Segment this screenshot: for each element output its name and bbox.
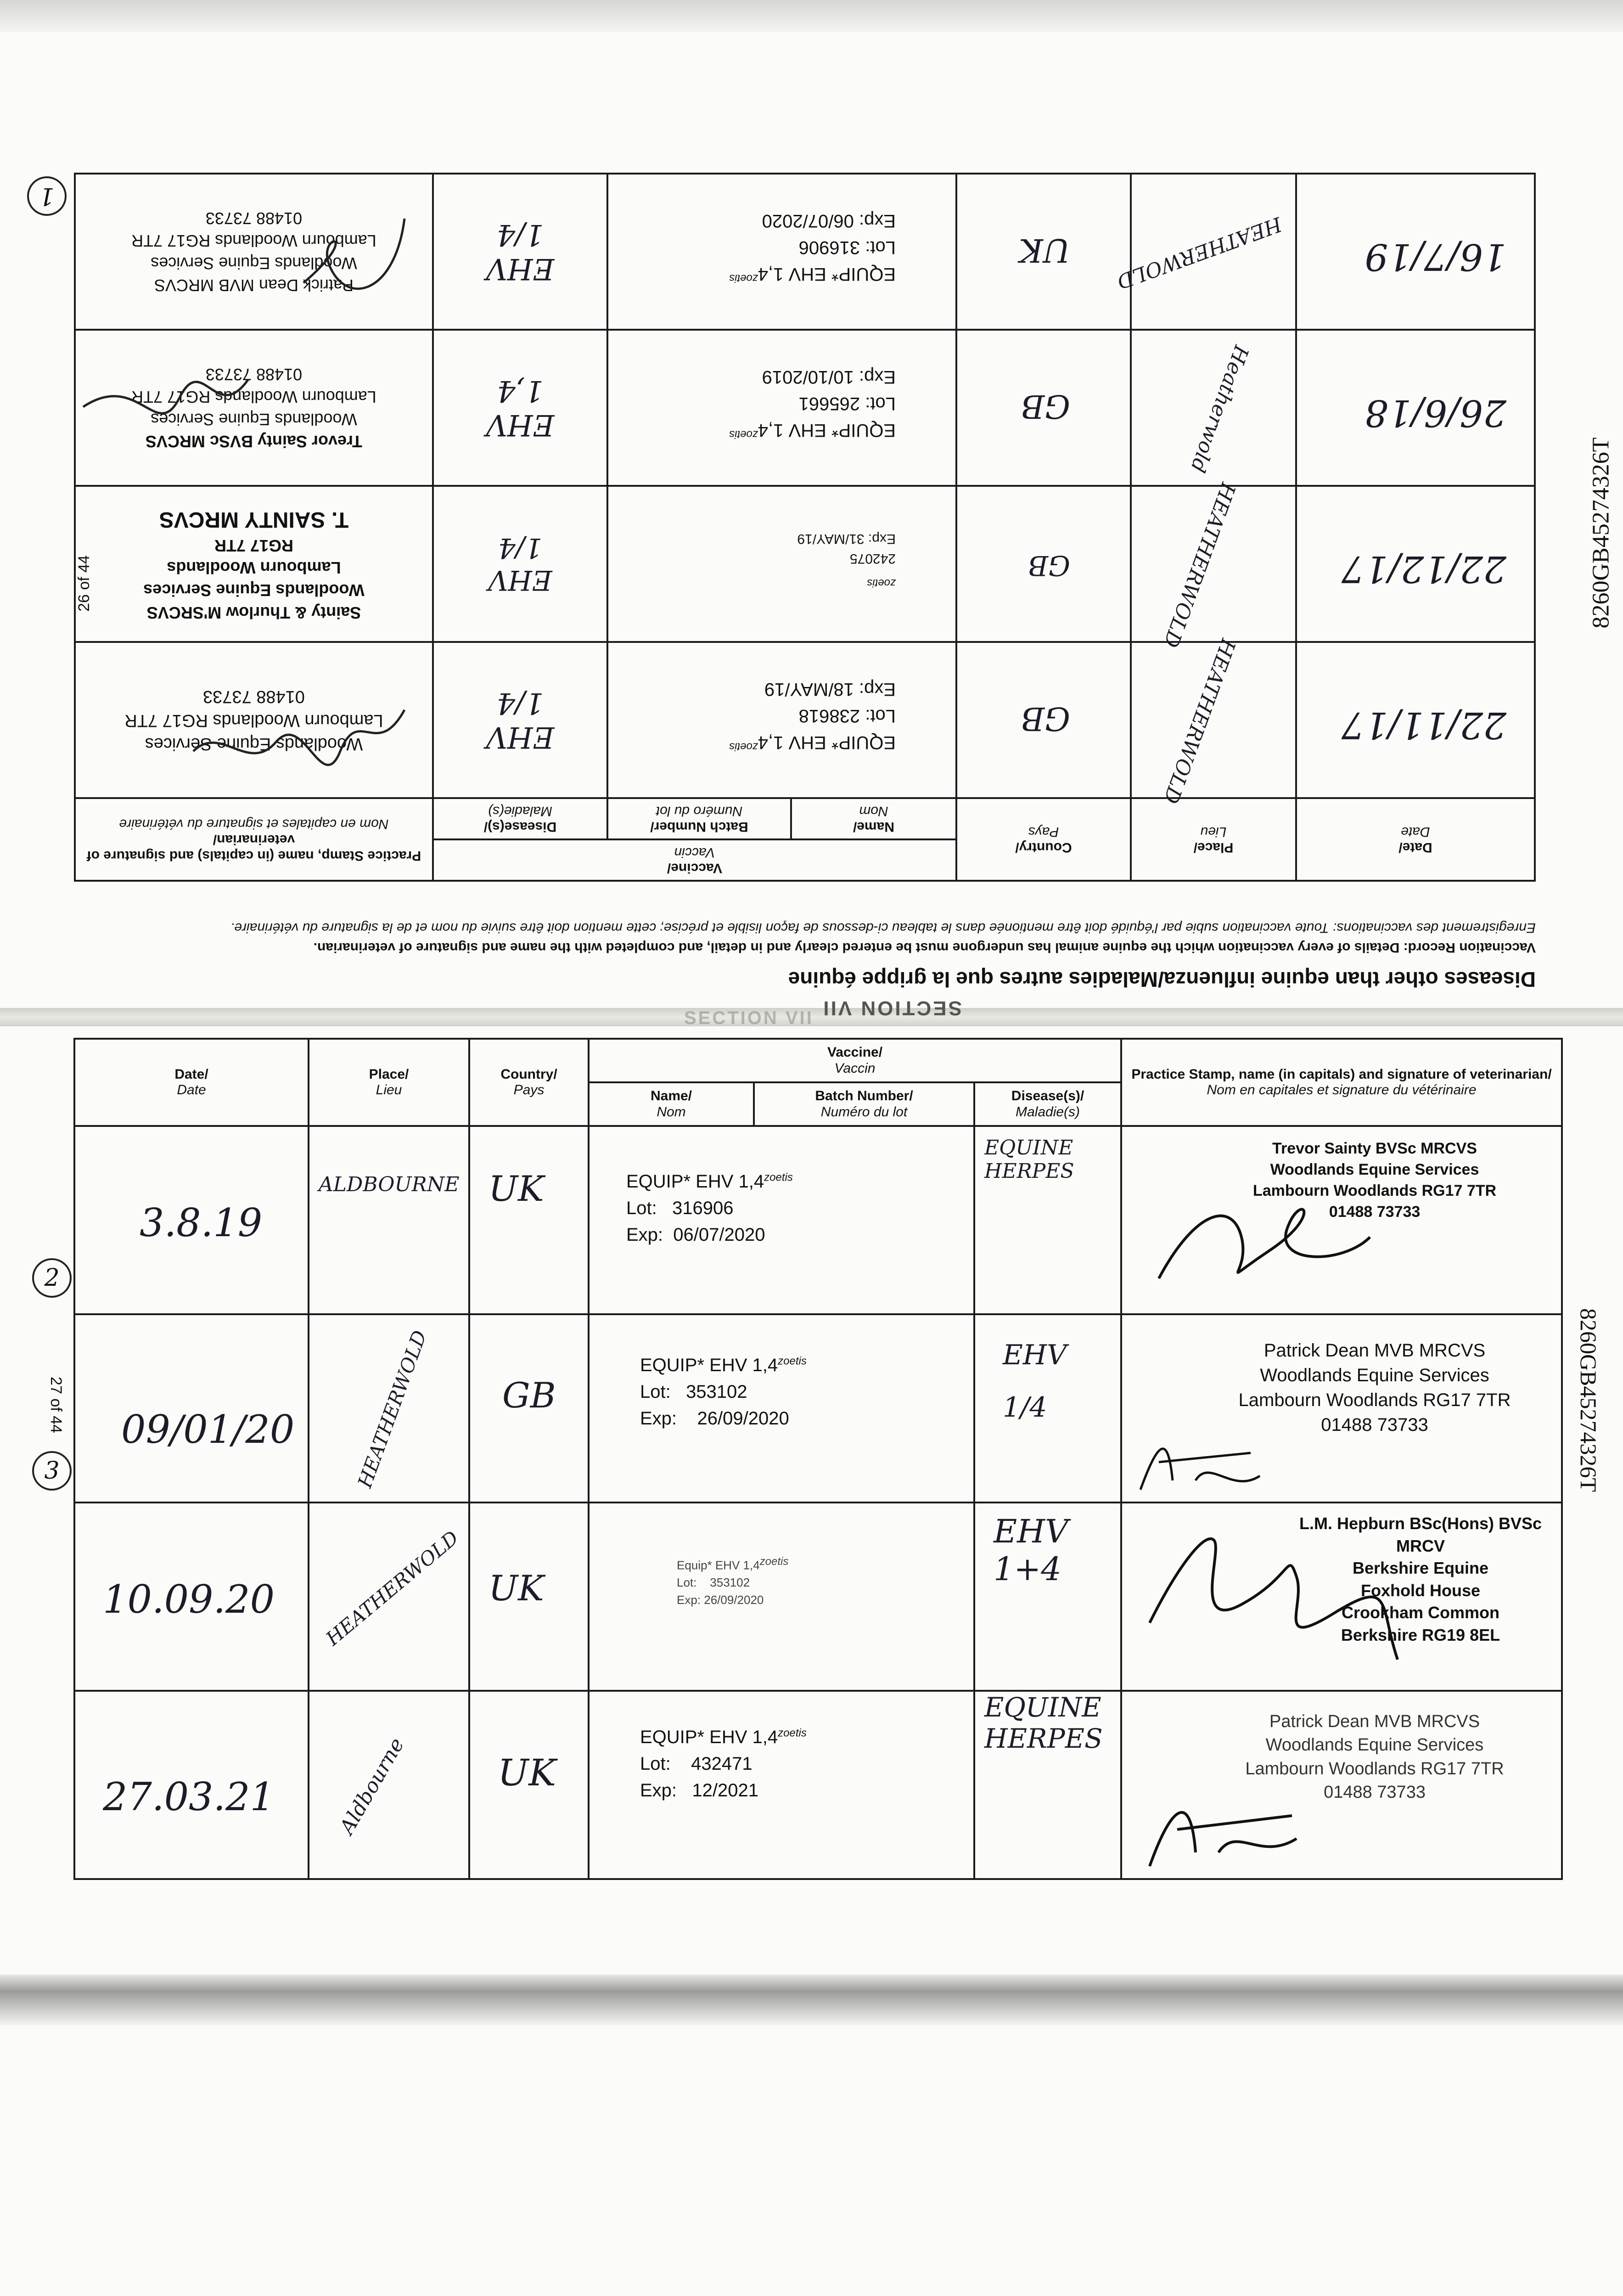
cell-disease: EHV 1/4: [974, 1314, 1121, 1503]
cell-disease: EHV 1,4: [433, 330, 607, 486]
cell-country: UK: [469, 1503, 589, 1691]
cell-place: Heatherwold: [1131, 330, 1296, 486]
page-number: 26 of 44: [75, 555, 93, 612]
header-date: Date/ Date: [74, 1039, 309, 1126]
cell-stamp: Sainty & Thurlow M'SRCVS Woodlands Equine Services Lambourn Woodlands RG17 7TR T. SAINTY MRCVS: [75, 486, 433, 642]
record-note: Vaccination Record: Details of every vaccination which the equine animal has undergone must be entered clearly and in detail, and completed with the name and signature of veterinarian.: [313, 940, 1536, 955]
cell-vaccine: EQUIP* EHV $1,4^{zoetis}$ Lot: 238618 Exp: 18/MAY/19: [607, 642, 956, 798]
record-note-fr: Enregistrement des vaccinations: Toute vaccination subie par l'équidé doit être mentionée dans le tableau ci-dessous de façon lisible et précise; cette mention doit être suivie du nom et de la signature du vétérinaire.: [230, 920, 1536, 935]
header-place: Place/ Lieu: [309, 1039, 469, 1126]
side-code: 8260GB45274326T: [1588, 437, 1614, 629]
cell-vaccine: EQUIP* EHV $1,4^{zoetis}$ Lot: 432471 Exp: 12/2021: [589, 1691, 974, 1879]
vet-signature: [184, 687, 414, 779]
cell-place: HEATHERWOLD: [1131, 486, 1296, 642]
cell-stamp: Trevor Sainty BVSc MRCVS Woodlands Equine Services Lambourn Woodlands RG17 7TR 01488 73733: [1121, 1126, 1562, 1314]
vet-signature: [1140, 1784, 1315, 1875]
cell-vaccine: EQUIP* EHV $1,4^{zoetis}$ Lot: 353102 Exp: 26/09/2020: [589, 1314, 974, 1503]
cell-country: UK: [956, 174, 1131, 330]
cell-date: 27.03.21: [74, 1691, 309, 1879]
cell-place: HEATHERWOLD: [309, 1314, 469, 1503]
cell-place: Aldbourne: [309, 1691, 469, 1879]
cell-country: GB: [956, 330, 1131, 486]
cell-country: GB: [469, 1314, 589, 1503]
table-row: [75, 330, 1535, 486]
header-disease: Disease(s)/ Maladie(s): [974, 1082, 1121, 1126]
vet-signature: [74, 343, 258, 434]
cell-vaccine: EQUIP* EHV $1,4^{zoetis}$ Lot: 316906 Exp: 06/07/2020: [589, 1126, 974, 1314]
cell-country: UK: [469, 1126, 589, 1314]
vet-signature: [1131, 1425, 1278, 1499]
cell-country: GB: [956, 642, 1131, 798]
header-stamp: Practice Stamp, name (in capitals) and signature of veterinarian/ Nom en capitales et signature du vétérinaire: [1121, 1039, 1562, 1126]
cell-disease: EHV 1+4: [974, 1503, 1121, 1691]
cell-date: 22/11/17: [1296, 642, 1535, 798]
header-batch: Batch Number/ Numéro du lot: [607, 798, 791, 839]
cell-disease: EQUINE HERPES: [974, 1126, 1121, 1314]
cell-vaccine: Equip* EHV $1,4^{zoetis}$ Lot: 353102 Exp: 26/09/2020: [589, 1503, 974, 1691]
cell-disease: EHV 1/4: [433, 174, 607, 330]
table-row: [75, 174, 1535, 330]
row-circle-number: 3: [32, 1451, 72, 1491]
header-country: Country/ Pays: [956, 798, 1131, 881]
cell-disease: EHV 1/4: [433, 486, 607, 642]
cell-disease: EHV 1/4: [433, 642, 607, 798]
cell-stamp: Patrick Dean MVB MRCVS Woodlands Equine Services Lambourn Woodlands RG17 7TR 01488 73733: [1121, 1314, 1562, 1503]
header-disease: Disease(s)/ Maladie(s): [433, 798, 607, 839]
cell-date: 22/12/17: [1296, 486, 1535, 642]
cell-date: 09/01/20: [74, 1314, 309, 1503]
header-vaccine: Vaccine/ Vaccin: [433, 839, 956, 881]
cell-stamp: L.M. Hepburn BSc(Hons) BVSc MRCV Berkshire Equine Foxhold House Crookham Common Berkshire RG19 8EL: [1121, 1503, 1562, 1691]
vet-signature: [285, 209, 423, 310]
table-row: [74, 1691, 1562, 1879]
header-date: Date/ Date: [1296, 798, 1535, 881]
cell-place: ALDBOURNE: [309, 1126, 469, 1314]
cell-country: UK: [469, 1691, 589, 1879]
page-26: [18, 18, 1614, 1019]
cell-date: 10.09.20: [74, 1503, 309, 1691]
header-name: Name/ Nom: [589, 1082, 754, 1126]
header-place: Place/ Lieu: [1131, 798, 1296, 881]
cell-place: HEATHERWOLD: [1131, 174, 1296, 330]
cell-stamp: Woodlands Equine Services Lambourn Woodlands RG17 7TR 01488 73733: [75, 642, 433, 798]
vaccination-table-26: [74, 173, 1536, 882]
header-country: Country/ Pays: [469, 1039, 589, 1126]
cell-date: 16/7/19: [1296, 174, 1535, 330]
page-number: 27 of 44: [47, 1377, 65, 1433]
cell-vaccine: EQUIP* EHV $1,4^{zoetis}$ Lot: 316906 Exp: 06/07/2020: [607, 174, 956, 330]
table-row: [75, 486, 1535, 642]
cell-place: HEATHERWOLD: [1131, 642, 1296, 798]
cell-stamp: Patrick Dean MVB MRCVS Woodlands Equine Services Lambourn Woodlands RG17 7TR 01488 73733: [1121, 1691, 1562, 1879]
table-row: [74, 1126, 1562, 1314]
row-circle-number: 1: [27, 176, 67, 216]
section-title: SECTION VII: [684, 1008, 814, 1028]
cell-disease: EQUINE HERPES: [974, 1691, 1121, 1879]
header-vaccine: Vaccine/ Vaccin: [589, 1039, 1121, 1082]
row-circle-number: 2: [32, 1258, 72, 1298]
page-27: [18, 1010, 1605, 1998]
vaccination-table-27: [73, 1038, 1563, 1880]
side-code: 8260GB45274326T: [1576, 1308, 1601, 1492]
cell-stamp: Trevor Sainty BVSc MRCVS Woodlands Equine Services Lambourn Woodlands RG17 7TR 01488 73733: [75, 330, 433, 486]
table-row: [74, 1314, 1562, 1503]
section-title: SECTION VII: [821, 997, 962, 1019]
cell-vaccine: $^{zoetis}$ 242075 Exp: 31/MAY/19: [607, 486, 956, 642]
cell-country: GB: [956, 486, 1131, 642]
cell-vaccine: EQUIP* EHV $1,4^{zoetis}$ Lot: 265661 Exp: 10/10/2019: [607, 330, 956, 486]
table-row: [74, 1503, 1562, 1691]
vet-signature: [1150, 1182, 1379, 1301]
cell-place: HEATHERWOLD: [309, 1503, 469, 1691]
header-stamp: Practice Stamp, name (in capitals) and signature of veterinarian/ Nom en capitales et signature du vétérinaire: [75, 798, 433, 881]
cell-stamp: Patrick Dean MVB MRCVS Woodlands Equine Services Lambourn Woodlands RG17 7TR 01488 73733: [75, 174, 433, 330]
cell-date: 3.8.19: [74, 1126, 309, 1314]
header-name: Name/ Nom: [791, 798, 956, 839]
page-title: Diseases other than equine influenza/Maladies autres que la grippe équine: [788, 968, 1536, 991]
cell-date: 26/6/18: [1296, 330, 1535, 486]
vet-signature: [1122, 1513, 1407, 1678]
table-row: [75, 642, 1535, 798]
header-batch: Batch Number/ Numéro du lot: [754, 1082, 974, 1126]
